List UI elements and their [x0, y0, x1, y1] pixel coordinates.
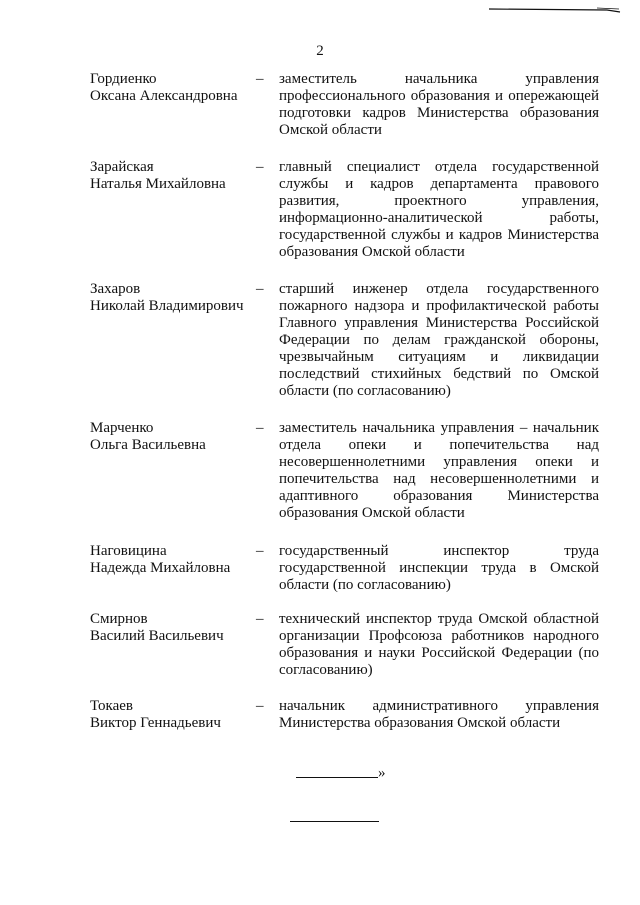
dash-separator: –	[256, 611, 264, 627]
member-position: заместитель начальника управления – начальник отдела опеки и попечительства над несовершеннолетними управления опеки и попечительства над несовершеннолетними и адаптивного образования Министерства образования Омской области	[279, 420, 599, 521]
member-position: начальник административного управления Министерства образования Омской области	[279, 698, 599, 731]
member-given-names: Ольга Васильевна	[90, 437, 206, 453]
member-given-names: Оксана Александровна	[90, 88, 238, 104]
member-name	[90, 543, 260, 577]
dash-separator: –	[256, 420, 264, 436]
member-position: заместитель начальника управления профессионального образования и опережающей подготовки кадров Министерства образования Омской области	[279, 71, 599, 138]
member-position: старший инженер отдела государственного пожарного надзора и профилактической работы Главного управления Министерства Российской Федерации по делам гражданской обороны, чрезвычайным ситуациям и ликвидации последствий стихийных бедствий по Омской области (по согласованию)	[279, 281, 599, 399]
member-name	[90, 698, 260, 732]
scan-stroke-mark	[487, 7, 622, 13]
member-name	[90, 159, 260, 193]
member-surname: Токаев	[90, 698, 133, 714]
member-surname: Зарайская	[90, 159, 154, 175]
member-given-names: Николай Владимирович	[90, 298, 244, 314]
member-surname: Гордиенко	[90, 71, 157, 87]
dash-separator: –	[256, 281, 264, 297]
member-position: главный специалист отдела государственной службы и кадров департамента правового развития, проектного управления, информационно-аналитической работы, государственной службы и кадров Министерства образования Омской области	[279, 159, 599, 260]
closing-quote-mark: »	[378, 765, 386, 781]
closing-underline	[296, 777, 378, 778]
member-name	[90, 420, 260, 454]
member-surname: Марченко	[90, 420, 154, 436]
member-surname: Захаров	[90, 281, 141, 297]
member-given-names: Василий Васильевич	[90, 628, 224, 644]
end-of-document-line	[290, 821, 379, 822]
member-position: технический инспектор труда Омской областной организации Профсоюза работников народного образования и науки Российской Федерации (по согласованию)	[279, 611, 599, 678]
member-name	[90, 611, 260, 645]
dash-separator: –	[256, 159, 264, 175]
dash-separator: –	[256, 698, 264, 714]
page-number: 2	[316, 43, 324, 59]
member-surname: Наговицина	[90, 543, 167, 559]
member-given-names: Наталья Михайловна	[90, 176, 226, 192]
member-given-names: Надежда Михайловна	[90, 560, 231, 576]
member-name	[90, 281, 260, 315]
member-position: государственный инспектор труда государственной инспекции труда в Омской области (по согласованию)	[279, 543, 599, 593]
member-name	[90, 71, 260, 105]
dash-separator: –	[256, 543, 264, 559]
dash-separator: –	[256, 71, 264, 87]
member-surname: Смирнов	[90, 611, 148, 627]
member-given-names: Виктор Геннадьевич	[90, 715, 221, 731]
